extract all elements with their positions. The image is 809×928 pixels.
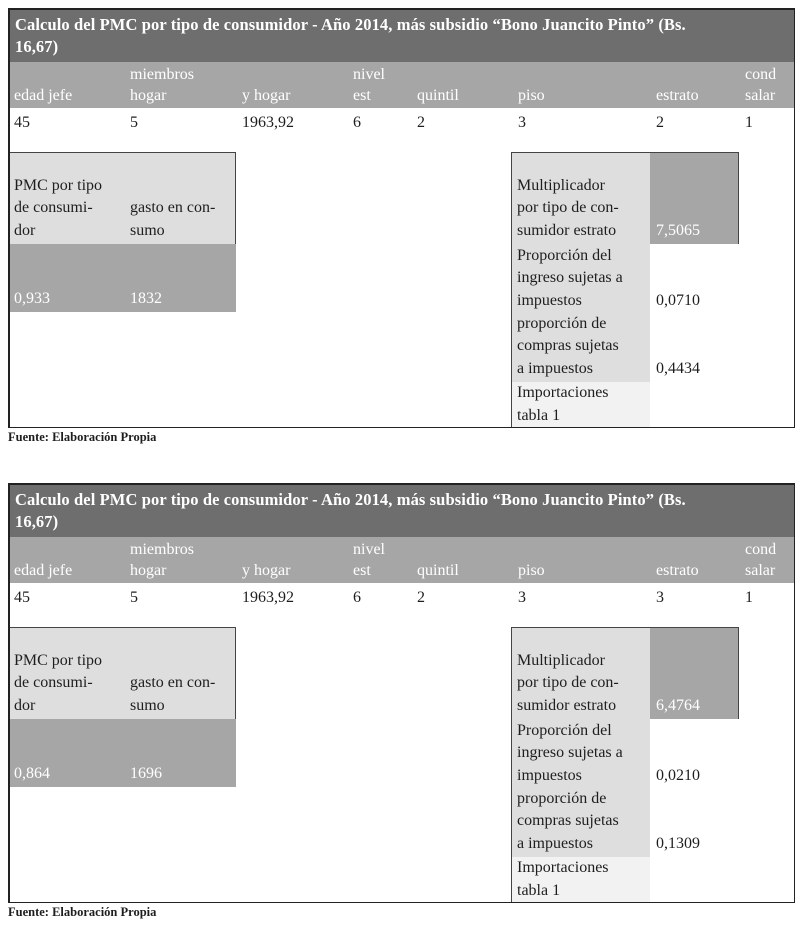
prop-ingreso-value-block [650, 719, 739, 789]
col-cond-salar [745, 64, 776, 106]
ing-label-line2: ingreso sujetas a [517, 269, 623, 286]
comp-label-line1: proporción de [517, 789, 607, 807]
multiplicador-label-block [511, 152, 650, 244]
col-estrato: estrato [656, 87, 699, 104]
col-miembros-line2: hogar [130, 562, 167, 579]
gasto-label [130, 197, 215, 242]
mult-label-line3: sumidor estrato [517, 696, 617, 714]
table-title [10, 485, 794, 537]
col-nivel-est [353, 64, 385, 106]
comp-label-line1: proporción de [517, 314, 607, 332]
column-header-row [10, 62, 794, 108]
ing-label-line1: Proporción del [517, 721, 612, 739]
imp-label-line1: Importaciones [517, 384, 609, 401]
pmc-label [14, 175, 102, 243]
prop-ingreso-label-block [511, 244, 650, 314]
cell-cond-salar: 1 [745, 114, 753, 131]
ing-label-line2: ingreso sujetas a [517, 744, 623, 761]
cell-miembros-hogar: 5 [130, 589, 138, 606]
col-piso: piso [518, 87, 545, 104]
pmc-table-2 [8, 483, 795, 903]
col-estrato: estrato [656, 562, 699, 579]
col-nivel-est [353, 539, 385, 581]
comp-label-line3: a impuestos [517, 359, 593, 377]
table-title [10, 10, 794, 62]
pmc-label [14, 650, 102, 718]
mult-label-line1: Multiplicador [517, 176, 605, 194]
pmc-label-block [10, 152, 236, 244]
col-quintil: quintil [417, 87, 459, 104]
col-miembros-line2: hogar [130, 87, 167, 104]
mult-label-line1: Multiplicador [517, 651, 605, 669]
col-cond-line2: salar [745, 562, 776, 579]
col-miembros-line1: miembros [130, 541, 194, 558]
pmc-label-line2: de consumi- [14, 674, 93, 691]
col-nivel-line2: est [353, 562, 371, 579]
prop-compras-label [517, 313, 619, 381]
col-miembros-hogar [130, 64, 194, 106]
cell-estrato: 2 [656, 114, 664, 131]
col-miembros-hogar [130, 539, 194, 581]
col-y-hogar: y hogar [242, 562, 291, 579]
comp-label-line3: a impuestos [517, 834, 593, 852]
gasto-label [130, 672, 215, 717]
cell-miembros-hogar: 5 [130, 114, 138, 131]
multiplicador-label [517, 650, 619, 718]
prop-compras-label-block [511, 314, 650, 382]
pmc-label-line3: dor [14, 696, 36, 714]
cell-edad-jefe: 45 [14, 589, 30, 606]
multiplicador-value: 7,5065 [656, 221, 700, 239]
cell-piso: 3 [518, 114, 526, 131]
mult-label-line2: por tipo de con- [517, 674, 619, 691]
title-line-1: Calculo del PMC por tipo de consumidor - Año 2014, más subsidio “Bono Juancito Pinto” (Bs. [15, 15, 686, 34]
prop-compras-label [517, 788, 619, 856]
col-piso: piso [518, 562, 545, 579]
column-header-row [10, 537, 794, 583]
prop-compras-value-block [650, 314, 739, 382]
prop-ingreso-value: 0,0210 [656, 766, 700, 784]
pmc-label-line2: de consumi- [14, 199, 93, 216]
col-cond-line1: cond [745, 66, 777, 83]
imp-label-line2: tabla 1 [517, 406, 561, 424]
multiplicador-value-block [650, 152, 739, 244]
importaciones-label-block [511, 382, 650, 427]
col-cond-salar [745, 539, 776, 581]
prop-ingreso-value-block [650, 244, 739, 314]
pmc-label-line3: dor [14, 221, 36, 239]
cell-estrato: 3 [656, 589, 664, 606]
cell-piso: 3 [518, 589, 526, 606]
importaciones-label-block [511, 857, 650, 902]
prop-ingreso-label-block [511, 719, 650, 789]
ing-label-line3: impuestos [517, 766, 582, 784]
importaciones-label [517, 857, 609, 902]
gasto-label-line2: sumo [130, 221, 165, 239]
cell-quintil: 2 [417, 114, 425, 131]
prop-ingreso-label [517, 245, 623, 313]
prop-ingreso-value: 0,0710 [656, 291, 700, 309]
prop-compras-label-block [511, 789, 650, 857]
pmc-value-block [10, 719, 236, 787]
cell-nivel-est: 6 [353, 114, 361, 131]
ing-label-line1: Proporción del [517, 246, 612, 264]
cell-cond-salar: 1 [745, 589, 753, 606]
gasto-value: 1696 [130, 764, 162, 782]
gasto-label-line2: sumo [130, 696, 165, 714]
cell-y-hogar: 1963,92 [242, 114, 294, 131]
source-note: Fuente: Elaboración Propia [8, 905, 157, 919]
prop-compras-value: 0,1309 [656, 834, 700, 852]
gasto-value: 1832 [130, 289, 162, 307]
cell-quintil: 2 [417, 589, 425, 606]
multiplicador-label-block [511, 627, 650, 719]
col-cond-line1: cond [745, 541, 777, 558]
comp-label-line2: compras sujetas [517, 812, 619, 829]
ing-label-line3: impuestos [517, 291, 582, 309]
mult-label-line2: por tipo de con- [517, 199, 619, 216]
gasto-label-line1: gasto en con- [130, 199, 216, 216]
cell-edad-jefe: 45 [14, 114, 30, 131]
pmc-label-line1: PMC por tipo [14, 651, 103, 669]
title-line-1: Calculo del PMC por tipo de consumidor - Año 2014, más subsidio “Bono Juancito Pinto” (Bs. [15, 490, 686, 509]
imp-label-line2: tabla 1 [517, 881, 561, 899]
col-cond-line2: salar [745, 87, 776, 104]
col-nivel-line1: nivel [353, 541, 385, 558]
pmc-value: 0,864 [14, 764, 50, 782]
col-nivel-line2: est [353, 87, 371, 104]
prop-compras-value: 0,4434 [656, 359, 700, 377]
col-y-hogar: y hogar [242, 87, 291, 104]
pmc-value: 0,933 [14, 289, 50, 307]
title-line-2: 16,67) [15, 37, 59, 56]
pmc-value-block [10, 244, 236, 312]
gasto-label-line1: gasto en con- [130, 674, 216, 691]
prop-compras-value-block [650, 789, 739, 857]
title-line-2: 16,67) [15, 512, 59, 531]
col-miembros-line1: miembros [130, 66, 194, 83]
imp-label-line1: Importaciones [517, 859, 609, 876]
multiplicador-label [517, 175, 619, 243]
pmc-label-block [10, 627, 236, 719]
comp-label-line2: compras sujetas [517, 337, 619, 354]
pmc-table-1 [8, 8, 795, 428]
source-note: Fuente: Elaboración Propia [8, 430, 157, 444]
prop-ingreso-label [517, 720, 623, 788]
col-edad-jefe: edad jefe [14, 562, 73, 579]
col-edad-jefe: edad jefe [14, 87, 73, 104]
pmc-label-line1: PMC por tipo [14, 176, 103, 194]
multiplicador-value: 6,4764 [656, 696, 700, 714]
cell-nivel-est: 6 [353, 589, 361, 606]
importaciones-label [517, 382, 609, 427]
multiplicador-value-block [650, 627, 739, 719]
cell-y-hogar: 1963,92 [242, 589, 294, 606]
col-nivel-line1: nivel [353, 66, 385, 83]
col-quintil: quintil [417, 562, 459, 579]
mult-label-line3: sumidor estrato [517, 221, 617, 239]
